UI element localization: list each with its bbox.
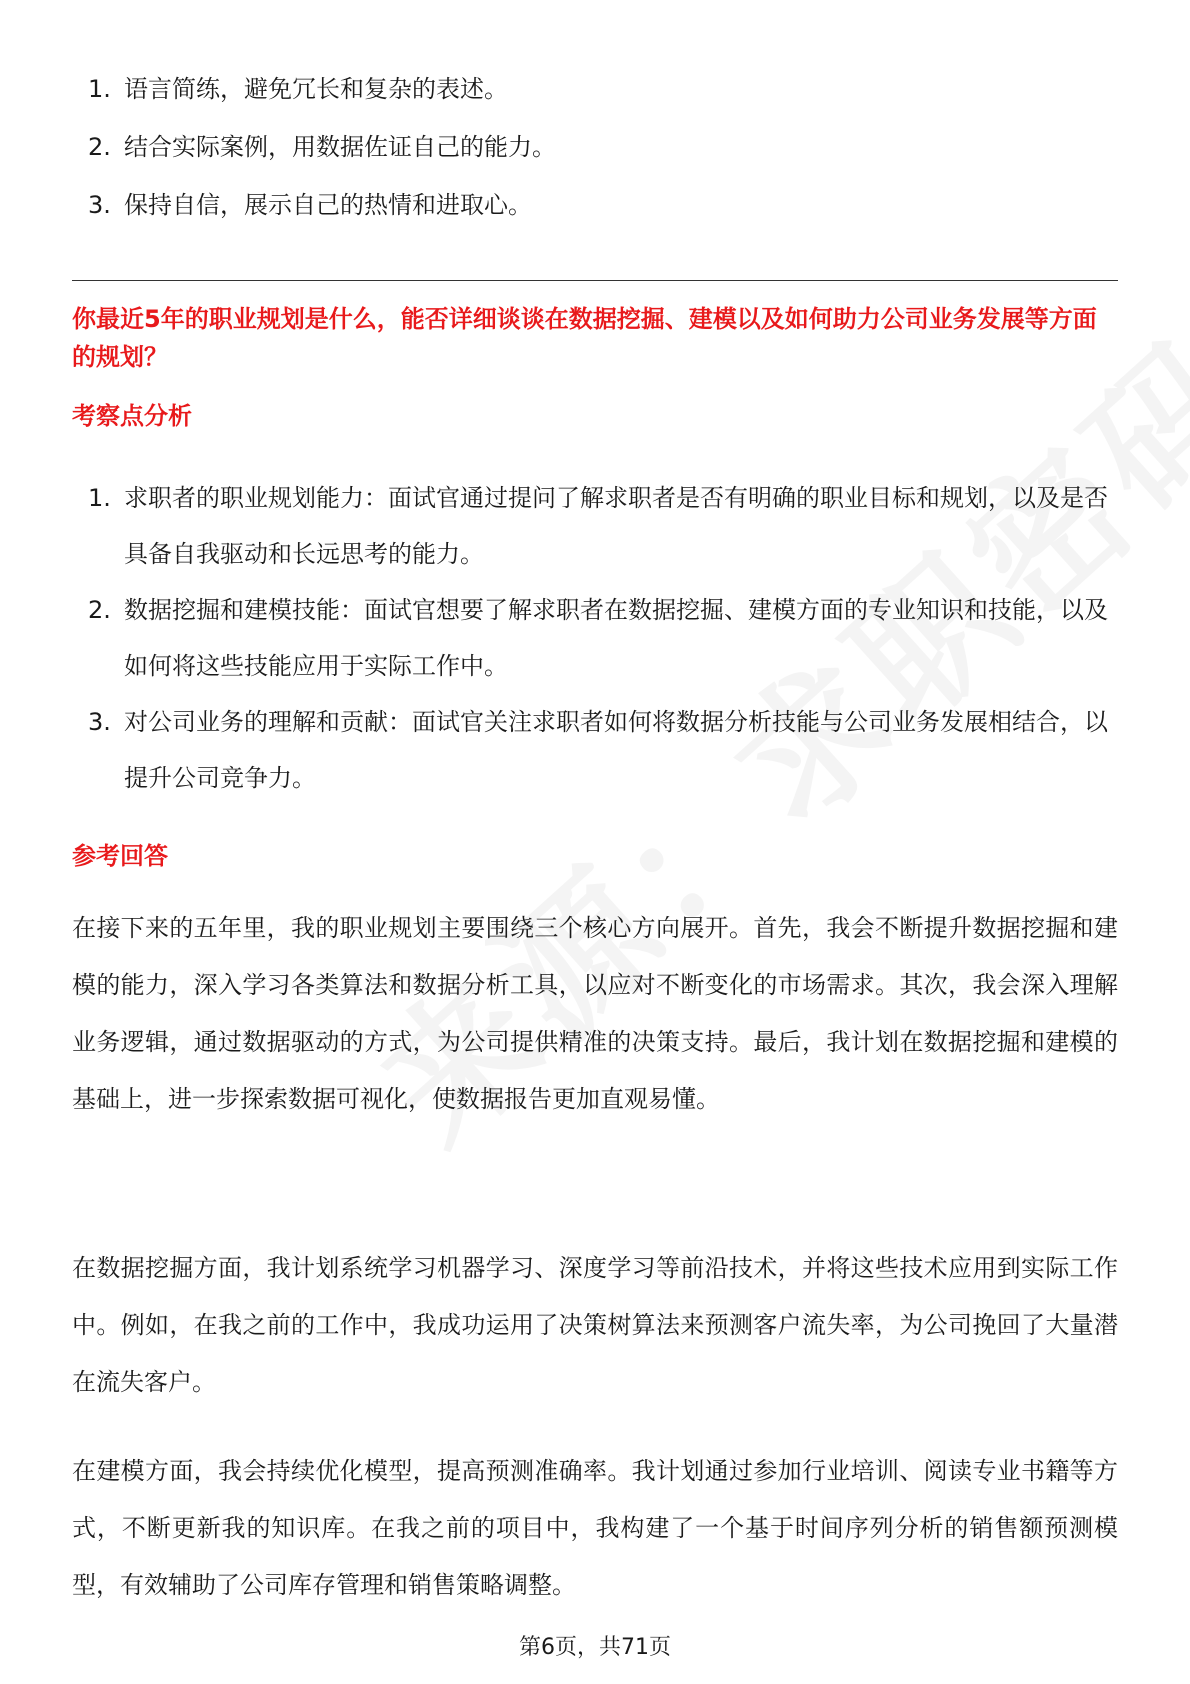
list-item [72, 582, 1118, 694]
tips-list [72, 60, 1118, 234]
list-number: 1. [88, 75, 111, 103]
list-number: 3. [88, 708, 111, 736]
list-text: 数据挖掘和建模技能：面试官想要了解求职者在数据挖掘、建模方面的专业知识和技能，以及如何将这些技能应用于实际工作中。 [124, 596, 1108, 680]
question-heading: 你最近5年的职业规划是什么，能否详细谈谈在数据挖掘、建模以及如何助力公司业务发展等方面的规划？ [72, 305, 1097, 371]
analysis-heading: 考察点分析 [72, 402, 192, 430]
list-text: 求职者的职业规划能力：面试官通过提问了解求职者是否有明确的职业目标和规划，以及是否具备自我驱动和长远思考的能力。 [124, 484, 1108, 568]
list-item [72, 694, 1118, 806]
list-number: 3. [88, 191, 111, 219]
list-text: 对公司业务的理解和贡献：面试官关注求职者如何将数据分析技能与公司业务发展相结合，以提升公司竞争力。 [124, 708, 1108, 792]
list-text: 保持自信，展示自己的热情和进取心。 [124, 191, 532, 219]
list-item [72, 176, 1118, 234]
analysis-list [72, 470, 1118, 806]
answer-heading: 参考回答 [72, 842, 168, 870]
page-footer: 第6页，共71页 [519, 1635, 671, 1660]
answer-paragraph: 在接下来的五年里，我的职业规划主要围绕三个核心方向展开。首先，我会不断提升数据挖掘和建模的能力，深入学习各类算法和数据分析工具，以应对不断变化的市场需求。其次，我会深入理解业务逻辑，通过数据驱动的方式，为公司提供精准的决策支持。最后，我计划在数据挖掘和建模的基础上，进一步探索数据可视化，使数据报告更加直观易懂。 [72, 914, 1118, 1113]
list-number: 1. [88, 484, 111, 512]
section-divider [72, 280, 1118, 281]
list-number: 2. [88, 133, 111, 161]
list-number: 2. [88, 596, 111, 624]
answer-paragraph: 在建模方面，我会持续优化模型，提高预测准确率。我计划通过参加行业培训、阅读专业书籍等方式，不断更新我的知识库。在我之前的项目中，我构建了一个基于时间序列分析的销售额预测模型，有效辅助了公司库存管理和销售策略调整。 [72, 1457, 1118, 1599]
list-text: 语言简练，避免冗长和复杂的表述。 [124, 75, 508, 103]
list-item [72, 470, 1118, 582]
list-item [72, 60, 1118, 118]
answer-paragraph: 在数据挖掘方面，我计划系统学习机器学习、深度学习等前沿技术，并将这些技术应用到实际工作中。例如，在我之前的工作中，我成功运用了决策树算法来预测客户流失率，为公司挽回了大量潜在流失客户。 [72, 1254, 1118, 1396]
list-item [72, 118, 1118, 176]
list-text: 结合实际案例，用数据佐证自己的能力。 [124, 133, 556, 161]
